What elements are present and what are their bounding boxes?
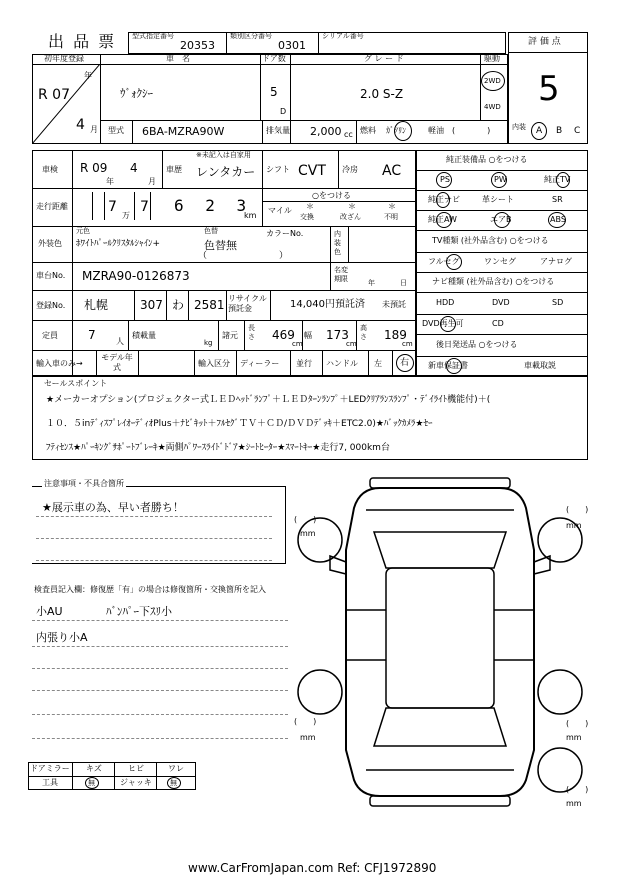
inspection-block (32, 150, 416, 376)
tire-rl-bracket: ( ) (294, 717, 317, 726)
equip-tv: 純正TV (544, 175, 571, 184)
footer-reference: www.CarFromJapan.com Ref: CFJ1972890 (188, 861, 437, 875)
height-cm: cm (402, 340, 413, 348)
tire-rr-mm: mm (566, 733, 582, 742)
interior-label: 内装 (512, 123, 526, 131)
sales-points-label: セールスポイント (44, 379, 108, 388)
class-no-label: 類別区分番号 (230, 32, 272, 40)
acc-jack: ジャッキ (120, 778, 152, 787)
tire-fr-mm: mm (566, 521, 582, 530)
reg-class: 307 (140, 298, 163, 312)
km-unit: km (244, 211, 257, 220)
width: 173 (326, 328, 349, 342)
sales-point-line-3: ﾌﾃｨｾﾝｽ★ﾊﾟｰｷﾝｸﾞｻﾎﾟｰﾄﾌﾞﾚｰｷ★両側ﾊﾟﾜｰｽﾗｲﾄﾞﾄﾞｱ★ｼｰﾄﾋｰﾀｰ★ｽﾏｰﾄｷｰ★走行7, 000km台 (46, 443, 390, 453)
reg-label: 登録No. (36, 301, 66, 310)
import-label: 輸入車のみ→ (36, 359, 83, 368)
reg-area: 札幌 (84, 298, 109, 312)
acc-hibi: ヒビ (128, 764, 144, 773)
docs-manual: 車載取説 (524, 361, 556, 370)
displacement: 2,000 (310, 125, 342, 138)
tv-fullseg: フルセグ (428, 257, 460, 266)
year-unit: 年 (84, 71, 92, 80)
tire-spare-bracket: ( ) (566, 785, 589, 794)
month-unit: 月 (90, 125, 98, 134)
meter-unknown: ＊ (388, 202, 396, 211)
equip-pw: PW (494, 175, 507, 184)
model-no: 20353 (180, 39, 215, 52)
equip-ps: PS (440, 175, 450, 184)
mileage-label: 走行距離 (36, 202, 68, 211)
score-label: 評 価 点 (528, 37, 561, 47)
model-no-label: 型式指定番号 (132, 32, 174, 40)
doors: 5 (270, 85, 278, 99)
history-note: ※未記入は自家用 (196, 151, 251, 159)
car-name-label: 車 名 (166, 54, 190, 63)
recycle-status: 14,040円預託済 (290, 299, 365, 310)
shaken-month: 4 (130, 161, 138, 175)
acc-tools: 工具 (42, 778, 58, 787)
equip-aw-circle (436, 212, 452, 228)
navi-dvd-play: DVD再生可 (422, 319, 464, 328)
color-change-label: 色替 (204, 227, 218, 235)
acc-jack-circle (167, 777, 181, 789)
color-change: 色替無 (204, 239, 237, 252)
load-label: 積載量 (132, 331, 156, 340)
equip-abs: ABS (550, 215, 566, 224)
capacity: 7 (88, 328, 96, 342)
navi-hdd: HDD (436, 298, 455, 307)
shift-label: シフト (266, 165, 290, 174)
import-cat-label: 輸入区分 (198, 359, 230, 368)
equip-aw: 純正AW (428, 215, 457, 224)
docs-warranty: 新車保証書 (428, 361, 468, 370)
tire-rl-mm: mm (300, 733, 316, 742)
tv-fullseg-circle (446, 254, 462, 270)
meter-hint: ○をつける (312, 191, 351, 200)
navi-dvd-play-circle (440, 316, 456, 332)
name-change-day: 日 (400, 279, 407, 287)
interior-a: A (536, 126, 543, 136)
score-value: 5 (538, 69, 560, 109)
equip-ps-circle (436, 172, 452, 188)
tire-spare-mm: mm (566, 799, 582, 808)
navi-sd: SD (552, 298, 564, 307)
equip-abs-circle (548, 212, 566, 228)
tv-title: TV種類 (社外品含む) ○をつける (432, 236, 549, 245)
dealer: ディーラー (240, 359, 280, 368)
interior-b: B (556, 126, 563, 136)
color-paren: （ ） (198, 251, 289, 261)
interior-c: C (574, 126, 581, 136)
mileage-man: 7 (108, 199, 117, 215)
orig-color-label: 元色 (76, 227, 90, 235)
color-no-label: カラーNo. (266, 229, 304, 238)
sales-point-line-1: ★メーカーオプション(プロジェクター式ＬＥＤﾍｯﾄﾞﾗﾝﾌﾟ＋ＬＥＤﾀｰﾝﾗﾝﾌﾟ＋LEDｸﾘｱﾗﾝｽﾗﾝﾌﾟ・ﾃﾞｲﾗｲﾄ機能付)＋( (46, 395, 491, 405)
notes-label: 注意事項・不具合箇所 (44, 479, 124, 488)
kg-unit: kg (204, 339, 213, 347)
equip-airbag-circle (494, 212, 510, 228)
equipment-title: 純正装備品 ○をつける (446, 155, 528, 164)
name-change-label: 名変期限 (334, 266, 348, 283)
interior-a-circle (531, 122, 547, 140)
parallel: 並行 (296, 359, 312, 368)
displacement-label: 排気量 (266, 126, 290, 135)
fuel-gasoline: ｶﾞｿﾘﾝ (386, 126, 406, 135)
equip-navi-circle (436, 192, 450, 208)
inspector-line-1b: ﾊﾞﾝﾊﾟｰ下ｽﾘ小 (106, 605, 172, 618)
tire-fl-mm: mm (300, 529, 316, 538)
class-no: 0301 (278, 39, 306, 52)
acc-door-mirror: ドアミラー (30, 764, 70, 773)
capacity-unit: 人 (116, 337, 124, 346)
tire-rr-bracket: ( ) (566, 719, 589, 728)
width-cm: cm (346, 340, 357, 348)
recycle-not: 未預託 (382, 300, 406, 309)
name-change-year: 年 (368, 279, 375, 287)
equip-tv-circle (556, 172, 570, 188)
drive-4wd: 4WD (484, 103, 501, 111)
drive-label: 駆動 (484, 54, 500, 63)
equip-navi: 純正ナビ (428, 195, 460, 204)
grade-label: グ レ ー ド (364, 54, 404, 63)
drive-2wd: 2WD (484, 77, 501, 85)
docs-title: 後日発送品 ○をつける (436, 340, 518, 349)
docs-warranty-circle (446, 358, 462, 374)
model-type-label: 型式 (108, 126, 124, 135)
handle-right: 右 (400, 358, 410, 368)
navi-dvd: DVD (492, 298, 510, 307)
tire-fr-bracket: ( ) (566, 505, 589, 514)
first-reg-era: R 07 (38, 87, 70, 103)
acc-ware: ワレ (168, 764, 184, 773)
meter-mod-label: 改ざん (340, 213, 361, 221)
model-type: 6BA-MZRA90W (142, 125, 225, 138)
shaken-era: R 09 (80, 161, 108, 175)
shift: CVT (298, 163, 326, 179)
reg-kana: わ (172, 298, 185, 312)
length-cm: cm (292, 340, 303, 348)
doors-label: ドア数 (262, 54, 286, 63)
history-label: 車歴 (166, 165, 182, 174)
meter-unknown-label: 不明 (384, 213, 398, 221)
notes-line-1: ★展示車の為、早い者勝ち！ (42, 501, 184, 514)
meter-swap-label: 交換 (300, 213, 314, 221)
height: 189 (384, 328, 407, 342)
width-label: 幅 (304, 331, 312, 340)
tire-fl-bracket: ( ) (294, 515, 317, 524)
reg-num: 2581 (194, 298, 225, 312)
fuel-diesel: 軽油 (428, 126, 444, 135)
sales-point-line-2: １０．５inﾃﾞｨｽﾌﾟﾚｲｵｰﾃﾞｨｵPlus＋ﾅﾋﾞｷｯﾄ＋ﾌﾙｾｸﾞＴＶ＋ＣＤ/ＤＶＤﾃﾞｯｷ＋ETC2.0)★ﾊﾞｯｸｶﾒﾗ★ｾｰ (46, 419, 433, 429)
acc-tools-circle (85, 777, 99, 789)
acc-kizu: キズ (86, 764, 102, 773)
acc-tools-value: 無 (88, 779, 95, 787)
tv-oneseg: ワンセグ (484, 257, 516, 266)
color-label: 外装色 (38, 239, 62, 248)
fuel-other: ( ) (452, 126, 491, 135)
handle-left: 左 (374, 359, 382, 368)
recycle-label: リサイクル預託金 (228, 294, 267, 313)
mileage-rest: 6 2 3 (174, 196, 253, 215)
sheet-title: 出 品 票 (48, 32, 117, 51)
first-reg-divider (32, 64, 100, 144)
ac-label: 冷房 (342, 165, 358, 174)
serial-label: シリアル番号 (322, 32, 364, 40)
car-name: ｳﾞｫｸｼｰ (120, 87, 153, 100)
inspector-label: 検査員記入欄：修復歴「有」の場合は修復箇所・交換箇所を記入 (34, 585, 266, 594)
orig-color: ﾎﾜｲﾄﾊﾟｰﾙｸﾘｽﾀﾙｼｬｲﾝ+ (76, 239, 161, 249)
history: レンタカー (196, 165, 256, 179)
handle-right-circle (396, 354, 414, 372)
mileage-digit-1: 7 (140, 199, 149, 215)
ac: AC (382, 163, 402, 179)
interior-color-label: 内装色 (334, 230, 341, 256)
length-label: 長さ (248, 324, 255, 341)
capacity-label: 定員 (42, 331, 58, 340)
first-reg-month: 4 (76, 117, 85, 133)
equip-sr: SR (552, 195, 563, 204)
acc-jack-value: 無 (170, 779, 177, 787)
inspector-line-2: 内張り小A (36, 631, 88, 644)
tv-analog: アナログ (540, 257, 572, 266)
equip-airbag: エアB (490, 215, 512, 224)
man-unit: 万 (122, 211, 130, 220)
fuel-gasoline-circle (394, 121, 412, 141)
model-year-label: モデル年式 (101, 353, 133, 372)
inspector-line-1a: 小AU (36, 605, 63, 618)
car-damage-diagram (290, 470, 590, 810)
shaken-year-unit: 年 (106, 177, 114, 186)
chassis-label: 車台No. (36, 271, 66, 280)
dims-label: 諸元 (222, 331, 238, 340)
doors-suffix: D (280, 107, 287, 116)
equip-leather: 革シート (482, 195, 514, 204)
shaken-month-unit: 月 (148, 177, 156, 186)
fuel-label: 燃料 (360, 126, 376, 135)
notes-block (32, 486, 286, 564)
first-reg-label: 初年度登録 (44, 54, 84, 63)
drive-2wd-circle (481, 71, 505, 91)
meter-mod: ＊ (348, 202, 356, 211)
navi-cd: CD (492, 319, 504, 328)
shaken-label: 車検 (42, 165, 58, 174)
meter-mile: マイル (268, 206, 292, 215)
handle-label: ハンドル (326, 359, 358, 368)
grade: 2.0 S-Z (360, 87, 404, 101)
cc-unit: cc (344, 130, 353, 139)
height-label: 高さ (360, 324, 367, 341)
chassis: MZRA90-0126873 (82, 269, 190, 283)
equip-pw-circle (491, 172, 507, 188)
length: 469 (272, 328, 295, 342)
navi-title: ナビ種類 (社外品含む) ○をつける (432, 277, 555, 286)
meter-swap: ＊ (306, 202, 314, 211)
